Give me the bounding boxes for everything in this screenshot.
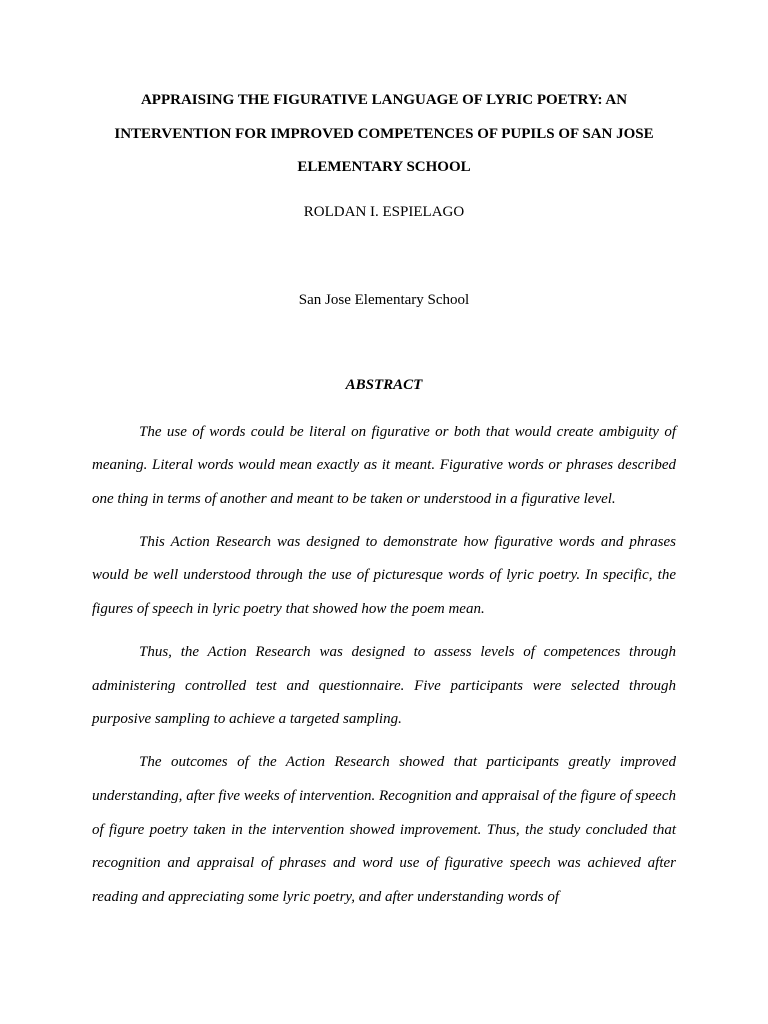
paper-title bbox=[92, 84, 676, 185]
author-affiliation: San Jose Elementary School bbox=[298, 291, 470, 308]
abstract-paragraph-2: This Action Research was designed to demonstrate how figurative words and phrases would be well understood through the use of picturesque words of lyric poetry. In specific, the figures of speech in lyric poetry that showed how the poem mean. bbox=[92, 533, 676, 617]
title-line-3: ELEMENTARY SCHOOL bbox=[297, 159, 471, 175]
title-line-2: INTERVENTION FOR IMPROVED COMPETENCES OF PUPILS OF SAN JOSE bbox=[114, 125, 654, 142]
abstract-body bbox=[92, 416, 676, 915]
abstract-paragraph-4: The outcomes of the Action Research showed that participants greatly improved understanding, after five weeks of intervention. Recognition and appraisal of the figure of speech of figure poetry taken in the intervention showed improvement. Thus, the study concluded that recognition and appraisal of phrases and word use of figurative speech was achieved after reading and appreciating some lyric poetry, and after understanding words of bbox=[92, 754, 676, 905]
author-name: ROLDAN I. ESPIELAGO bbox=[303, 203, 465, 220]
title-line-1: APPRAISING THE FIGURATIVE LANGUAGE OF LYRIC POETRY: AN bbox=[140, 92, 628, 108]
abstract-paragraph-3: Thus, the Action Research was designed to assess levels of competences through administering controlled test and questionnaire. Five participants were selected through purposive sampling to achieve a targeted sampling. bbox=[92, 644, 676, 728]
abstract-heading: ABSTRACT bbox=[345, 376, 423, 393]
abstract-paragraph-1: The use of words could be literal on figurative or both that would create ambiguity of meaning. Literal words would mean exactly as it meant. Figurative words or phrases described one thing in terms of another and meant to be taken or understood in a figurative level. bbox=[92, 423, 676, 507]
